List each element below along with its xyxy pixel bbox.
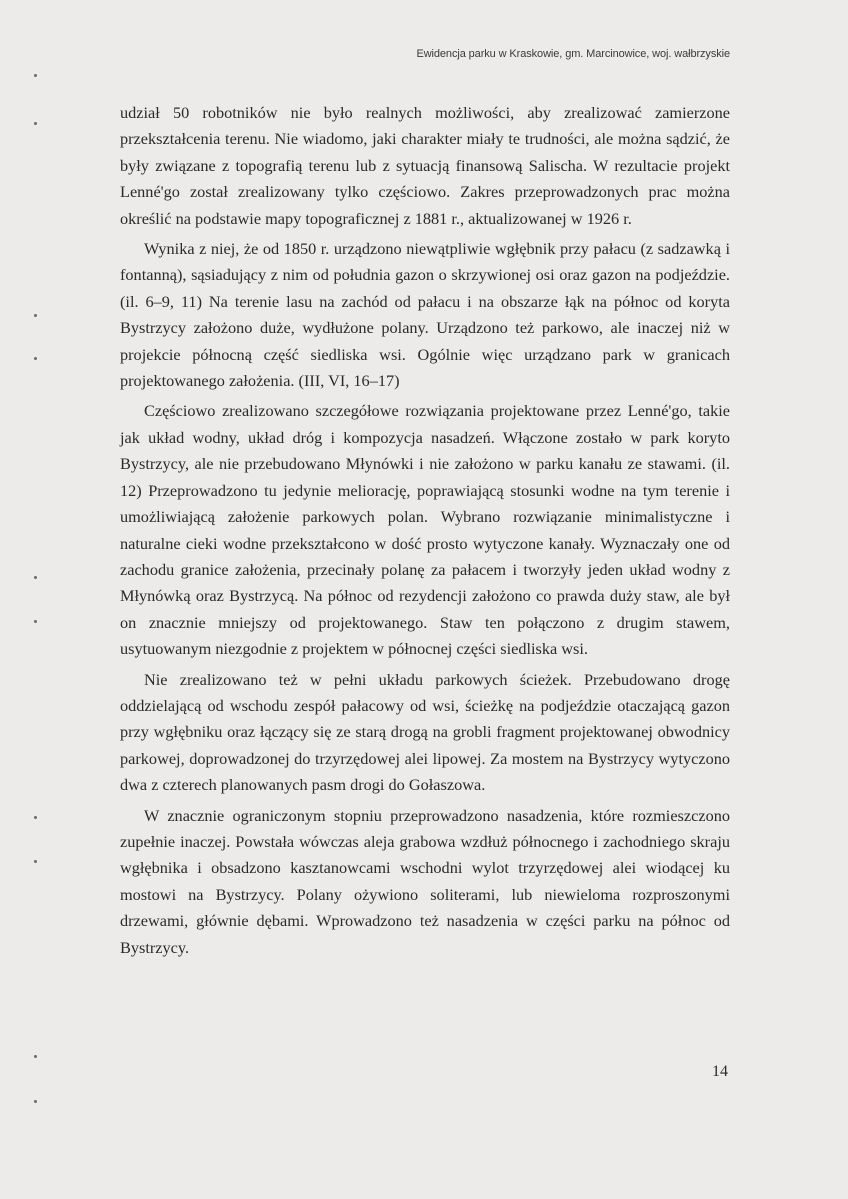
scan-mark <box>34 357 37 360</box>
scan-mark <box>34 816 37 819</box>
paragraph-3: Częściowo zrealizowano szczegółowe rozwiązania projektowane przez Lenné'go, takie jak układ wodny, układ dróg i kompozycja nasadzeń. Włączone zostało w park koryto Bystrzycy, ale nie przebudowano Młynówki i nie założono w parku kanału ze stawami. (il. 12) Przeprowadzono tu jedynie meliorację, poprawiającą stosunki wodne na tym terenie i umożliwiającą założenie parkowych polan. Wybrano rozwiązanie minimalistyczne i naturalne cieki wodne przekształcono w dość prosto wytyczone kanały. Wyznaczały one od zachodu granice założenia, przecinały polanę za pałacem i tworzyły jeden układ wodny z Młynówką oraz Bystrzycą. Na północ od rezydencji założono co prawda duży staw, ale był on znacznie mniejszy od projektowanego. Staw ten połączono z drugim stawem, usytuowanym niezgodnie z projektem w północnej części siedliska wsi. <box>120 401 730 659</box>
scan-mark <box>34 620 37 623</box>
paragraph-1: udział 50 robotników nie było realnych możliwości, aby zrealizować zamierzone przekształcenia terenu. Nie wiadomo, jaki charakter miały te trudności, ale można sądzić, że były związane z topografią terenu lub z sytuacją finansową Salischa. W rezultacie projekt Lenné'go został zrealizowany tylko częściowo. Zakres przeprowadzonych prac można określić na podstawie mapy topograficznej z 1881 r., aktualizowanej w 1926 r. <box>120 103 730 228</box>
paragraph-4: Nie zrealizowano też w pełni układu parkowych ścieżek. Przebudowano drogę oddzielającą od wschodu zespół pałacowy od wsi, ścieżkę na podjeździe otaczającą gazon przy wgłębniku oraz łączący się ze starą drogą na grobli fragment projektowanej obwodnicy parkowej, doprowadzonej do trzyrzędowej alei lipowej. Za mostem na Bystrzycy wytyczono dwa z czterech planowanych pasm drogi do Gołaszowa. <box>120 669 730 795</box>
scan-mark <box>34 314 37 317</box>
scan-mark <box>34 1055 37 1058</box>
paragraph-5: W znacznie ograniczonym stopniu przeprowadzono nasadzenia, które rozmieszczono zupełnie inaczej. Powstała wówczas aleja grabowa wzdłuż północnego i zachodniego skraju wgłębnika i obsadzono kasztanowcami wschodni wylot trzyrzędowej alei wiodącej ku mostowi na Bystrzycy. Polany ożywiono soliterami, lub niewieloma rozproszonymi drzewami, głównie dębami. Wprowadzono też nasadzenia w części parku na północ od Bystrzycy. <box>120 805 730 957</box>
running-header: Ewidencja parku w Kraskowie, gm. Marcinowice, woj. wałbrzyskie <box>416 48 730 60</box>
scan-mark <box>34 74 37 77</box>
page-number: 14 <box>712 1063 728 1080</box>
scan-mark <box>34 860 37 863</box>
scan-mark <box>34 576 37 579</box>
body-text <box>120 100 730 961</box>
paragraph-2: Wynika z niej, że od 1850 r. urządzono niewątpliwie wgłębnik przy pałacu (z sadzawką i fontanną), sąsiadujący z nim od południa gazon o skrzywionej osi oraz gazon na podjeździe. (il. 6–9, 11) Na terenie lasu na zachód od pałacu i na obszarze łąk na północ od koryta Bystrzycy założono duże, wydłużone polany. Urządzono też parkowo, ale inaczej niż w projekcie północną część siedliska wsi. Ogólnie więc urządzano park w granicach projektowanego założenia. (III, VI, 16–17) <box>120 239 730 391</box>
scan-mark <box>34 122 37 125</box>
scan-mark <box>34 1100 37 1103</box>
